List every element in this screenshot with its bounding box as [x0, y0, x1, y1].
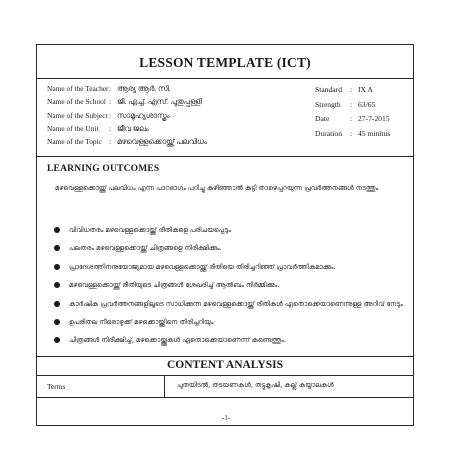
lesson-template-sheet — [36, 44, 414, 426]
class-info-row — [315, 112, 390, 127]
info-separator: : — [350, 114, 353, 123]
info-separator: : — [350, 99, 353, 109]
info-value: ജി. എച്ച്. എസ്. പുതുപ്പള്ളി — [117, 97, 202, 107]
teacher-info-row — [47, 82, 207, 95]
list-item — [51, 258, 411, 276]
teacher-info-row — [47, 122, 207, 135]
info-label: Date — [315, 114, 330, 123]
info-label: Strength — [315, 99, 341, 109]
info-value: 27-7-2015 — [358, 114, 390, 123]
info-separator: : — [350, 128, 353, 138]
info-value: സാമൂഹ്യശാസ്ത്രം — [117, 110, 170, 120]
info-value: IX A — [358, 85, 373, 94]
info-value: 45 minitus — [358, 128, 391, 138]
info-separator: : — [109, 137, 112, 147]
info-separator: : — [350, 85, 353, 94]
outcome-text: ചിത്രങ്ങൾ നിരീക്ഷിച്ച്, മഴക്കൊയ്ത്തുകൾ ഏതൊക്കെയാണെന്ന് കണ്ടെത്തും. — [69, 336, 287, 345]
content-analysis-heading: CONTENT ANALYSIS — [166, 359, 283, 371]
info-separator: : — [109, 84, 112, 93]
outcome-text: പലതരം മഴവെള്ളക്കൊയ്ത്ത് ചിത്രങ്ങളെ നിരീക്ഷിക്കും. — [69, 244, 222, 253]
teacher-info-row — [47, 135, 207, 148]
bullet-icon — [54, 245, 60, 251]
list-item — [51, 221, 411, 239]
class-info-row — [315, 98, 390, 113]
learning-outcomes-list — [51, 221, 411, 350]
outcome-text: ഉപരിതല നീരൊഴുക്ക് മഴക്കൊയ്ത്തിനെ തിരിച്ചറിയും — [69, 317, 214, 326]
info-separator: : — [109, 97, 112, 107]
list-item — [51, 331, 411, 349]
bullet-icon — [54, 337, 60, 343]
info-label: Name of the Unit — [47, 123, 99, 133]
list-item — [51, 276, 411, 294]
info-label: Standard — [315, 85, 342, 94]
bullet-icon — [54, 264, 60, 270]
bullet-icon — [54, 319, 60, 325]
list-item — [51, 295, 411, 313]
info-value: ജീവ ജലം — [117, 123, 149, 133]
info-value: മഴവെള്ളക്കൊയ്ത്ത് പലവിധം — [117, 137, 207, 147]
info-separator: : — [109, 123, 112, 133]
terms-value: പുതയിടൽ, തടയണകൾ, തട്ടുകൃഷി, കല്ല് കയ്യാലകൾ — [177, 381, 334, 389]
learning-outcomes-intro: മഴവെള്ളക്കൊയ്ത്ത് പലവിധം എന്ന പാഠഭാഗം പഠിച്ചു കഴിഞ്ഞാൽ കുട്ടി താഴെപ്പറയുന്ന പ്രവർത്തനങ്ങൾ നടത്തും — [55, 184, 379, 192]
teacher-info-row — [47, 109, 207, 122]
bullet-icon — [54, 301, 60, 307]
outcome-text: കാർഷിക പ്രവർത്തനങ്ങളിലൂടെ സാധിക്കുന്ന മഴവെള്ളക്കൊയ്ത്ത് രീതികൾ ഏതൊക്കെയാണെന്നുള്ള അറിവ് നേടും — [69, 299, 403, 308]
info-divider — [37, 156, 413, 157]
terms-column-divider — [164, 375, 165, 397]
title-divider — [37, 78, 413, 79]
learning-outcomes-heading: LEARNING OUTCOMES — [47, 164, 160, 174]
outcome-text: മഴവെള്ളക്കൊയ്ത്ത് രീതിയുടെ ചിത്രങ്ങൾ ശേഖരിച്ച് ആൽബം നിർമ്മിക്കും. — [69, 281, 280, 290]
class-info-row — [315, 83, 390, 98]
info-label: Duration — [315, 128, 342, 138]
info-separator: : — [109, 110, 112, 120]
class-info-block — [315, 83, 390, 141]
list-item — [51, 239, 411, 257]
terms-row-divider — [37, 397, 413, 398]
info-value: ആര്യ ആർ. സി. — [117, 84, 171, 93]
info-label: Name of the Teacher — [47, 84, 109, 93]
outcome-text: വിവിധതരം മഴവെള്ളക്കൊയ്ത്ത് രീതികളെ പരിചയപ്പെടും — [69, 226, 231, 234]
info-label: Name of the Topic — [47, 137, 102, 147]
info-value: 63/65 — [358, 99, 376, 109]
terms-label: Terms — [47, 382, 66, 391]
teacher-info-block — [47, 82, 207, 148]
outcome-text: പ്രാദേശത്തിനനുയോജ്യമായ മഴവെള്ളക്കൊയ്ത്ത് രീതിയെ തിരിച്ചറിഞ്ഞ് പ്രാവർത്തികമാക്കും. — [69, 262, 336, 271]
info-label: Name of the School — [47, 97, 106, 107]
document-title: LESSON TEMPLATE (ICT) — [139, 55, 311, 70]
class-info-row — [315, 127, 390, 142]
info-label: Name of the Subject — [47, 110, 108, 120]
bullet-icon — [54, 227, 60, 233]
list-item — [51, 313, 411, 331]
teacher-info-row — [47, 95, 207, 108]
page-number: -1- — [221, 414, 231, 422]
bullet-icon — [54, 282, 60, 288]
